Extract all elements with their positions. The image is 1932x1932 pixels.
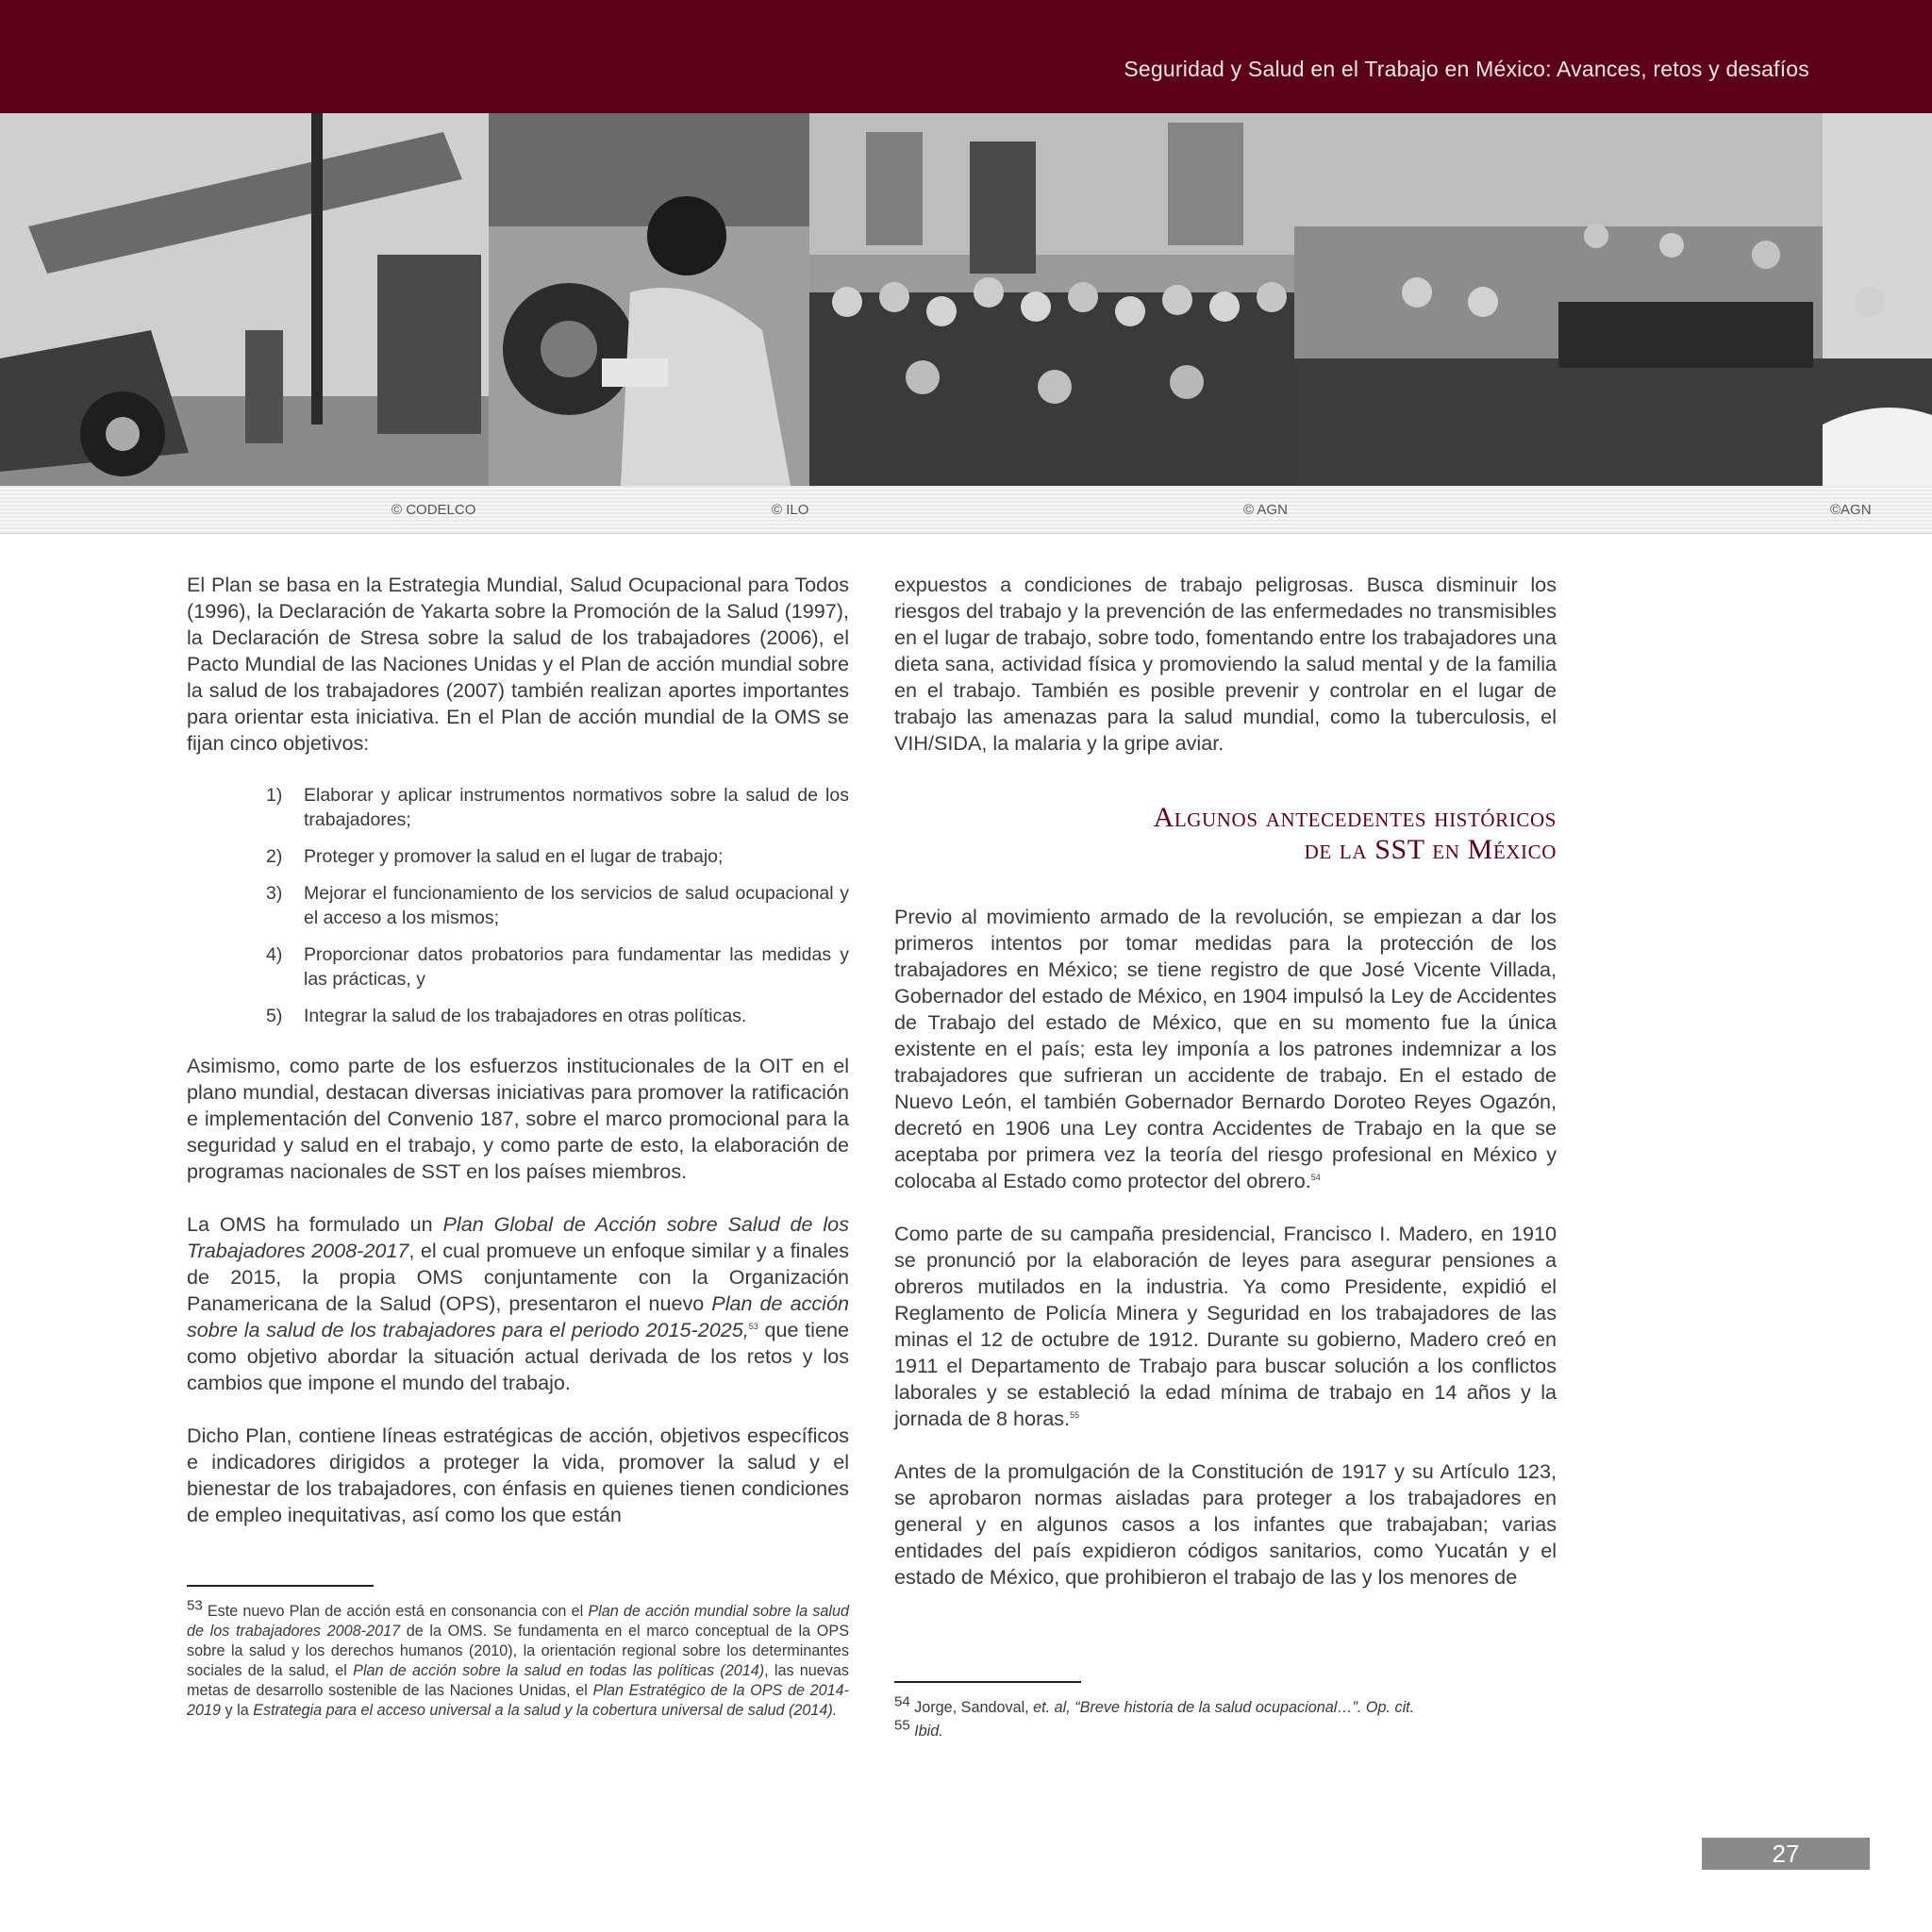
- body-paragraph: [187, 1211, 849, 1396]
- footnote-rule: [894, 1681, 1081, 1683]
- list-item: [266, 942, 849, 991]
- footnote-number: 53: [187, 1597, 203, 1614]
- italic-text: , “Breve historia de la salud ocupacional…”. Op. cit.: [1066, 1698, 1415, 1716]
- footnote-number: 54: [894, 1693, 910, 1710]
- footnote-53: [187, 1597, 849, 1721]
- text-run: , las nuevas metas de desarrollo sostenible de las Naciones Unidas, el: [187, 1661, 849, 1699]
- page-number: 27: [1702, 1838, 1870, 1870]
- text-run: Este nuevo Plan de acción está en consonancia con el: [202, 1602, 589, 1620]
- objectives-list: [187, 783, 849, 1028]
- footnote-55: [894, 1717, 1557, 1741]
- photo-credit: © AGN: [1243, 502, 1288, 518]
- text-run: Jorge, Sandoval,: [909, 1698, 1034, 1716]
- italic-title: Plan de acción mundial sobre la salud de los trabajadores 2008-2017: [187, 1602, 849, 1640]
- section-heading-line: de la SST en México: [1304, 834, 1557, 865]
- text-run: y la: [221, 1701, 254, 1719]
- text-run: Previo al movimiento armado de la revolución, se empiezan a dar los primeros intentos por tomar medidas para la protección de los trabajadores en México; se tiene registro de que José Vicente Villada, Gobernador del estado de México, en 1904 impulsó la Ley de Accidentes de Trabajo del estado de México, que en su momento fue la única existente en el país; esta ley imponía a los patrones indemnizar a los trabajadores que sufrieran un accidente de trabajo. En el estado de Nuevo León, el también Gobernador Bernardo Doroteo Reyes Ogazón, decretó en 1906 una Ley contra Accidentes de Trabajo en la que se aceptaba por primera vez la teoría del riesgo profesional en México y colocaba al Estado como protector del obrero.: [894, 905, 1557, 1192]
- list-text: Integrar la salud de los trabajadores en otras políticas.: [304, 1006, 747, 1026]
- italic-title: Plan de acción sobre la salud de los trabajadores para el periodo 2015-2025,: [187, 1291, 849, 1341]
- photo-credit: ©AGN: [1830, 502, 1872, 518]
- list-item: [266, 1004, 849, 1028]
- italic-text: et. al: [1033, 1698, 1067, 1716]
- text-run: La OMS ha formulado un: [187, 1212, 443, 1236]
- text-run: que tiene como objetivo abordar la situación actual derivada de los retos y los cambios que impone el mundo del trabajo.: [187, 1318, 850, 1394]
- body-paragraph: Antes de la promulgación de la Constitución de 1917 y su Artículo 123, se aprobaron normas aisladas para proteger a los trabajadores en general y en algunos casos a los infantes que trabajaban; varias entidades del país expidieron códigos sanitarios, como Yucatán y el estado de México, que prohibieron el trabajo de las y los menores de: [894, 1459, 1557, 1589]
- italic-title: Estrategia para el acceso universal a la salud y la cobertura universal de salud (2014).: [253, 1701, 838, 1719]
- footnote-number: 55: [894, 1717, 910, 1734]
- section-heading-line: Algunos antecedentes históricos: [1153, 802, 1557, 833]
- left-column: [187, 572, 849, 1555]
- list-text: Proporcionar datos probatorios para fundamentar las medidas y las prácticas, y: [304, 944, 849, 990]
- body-paragraph: [894, 1221, 1557, 1432]
- text-run: Como parte de su campaña presidencial, Francisco I. Madero, en 1910 se pronunció por la elaboración de leyes para asegurar pensiones a obreros mutilados en la industria. Ya como Presidente, expidió el Reglamento de Policía Minera y Seguridad en los trabajadores de las minas el 12 de octubre de 1912. Durante su gobierno, Madero creó en 1911 el Departamento de Trabajo para buscar solución a los conflictos laborales y se estableció la edad mínima de trabajo en 14 años y la jornada de 8 horas.: [894, 1222, 1557, 1430]
- photo-truck-pipe: [0, 113, 489, 486]
- section-heading: [894, 802, 1557, 866]
- list-text: Mejorar el funcionamiento de los servicios de salud ocupacional y el acceso a los mismos;: [304, 883, 849, 928]
- italic-title: Plan Estratégico de la OPS de 2014-2019: [187, 1681, 849, 1719]
- list-text: Proteger y promover la salud en el lugar de trabajo;: [304, 846, 724, 867]
- text-run: , el cual promueve un enfoque similar y a finales de 2015, la propia OMS conjuntamente con la Organización Panamericana de la Salud (OPS), presentaron el nuevo: [187, 1239, 849, 1315]
- list-item: [266, 881, 849, 930]
- body-paragraph: Asimismo, como parte de los esfuerzos institucionales de la OIT en el plano mundial, destacan diversas iniciativas para promover la ratificación e implementación del Convenio 187, sobre el marco promocional para la seguridad y salud en el trabajo, y como parte de esto, la elaboración de programas nacionales de SST en los países miembros.: [187, 1054, 849, 1183]
- body-paragraph: [894, 904, 1557, 1194]
- footnote-rule: [187, 1585, 374, 1587]
- list-text: Elaborar y aplicar instrumentos normativos sobre la salud de los trabajadores;: [304, 785, 849, 830]
- list-number: 1): [266, 785, 283, 806]
- photo-workers-crowd: [809, 113, 1294, 486]
- photo-credit: © ILO: [772, 502, 809, 518]
- list-number: 4): [266, 944, 283, 965]
- list-number: 3): [266, 883, 283, 904]
- footnote-ref-54[interactable]: 54: [1310, 1172, 1321, 1182]
- footnotes-right: [894, 1681, 1557, 1745]
- photo-woman-mechanic: [489, 113, 809, 486]
- footnote-ref-53[interactable]: 53: [748, 1321, 758, 1331]
- header-bar: [0, 0, 1932, 113]
- footnote-54: [894, 1693, 1557, 1718]
- list-item: [266, 783, 849, 832]
- italic-text: Ibid.: [909, 1722, 943, 1740]
- list-number: 2): [266, 846, 283, 867]
- list-item: [266, 844, 849, 869]
- photo-credit: © CODELCO: [391, 502, 476, 518]
- photo-credits-band: [0, 486, 1932, 534]
- photo-factory-workers: [1294, 113, 1932, 486]
- body-paragraph: expuestos a condiciones de trabajo peligrosas. Busca disminuir los riesgos del trabajo y la prevención de las enfermedades no transmisibles en el lugar de trabajo, sobre todo, fomentando entre los trabajadores una dieta sana, actividad física y promoviendo la salud mental y de la familia en el trabajo. También es posible prevenir y controlar en el lugar de trabajo las amenazas para la salud mundial, como la tuberculosis, el VIH/SIDA, la malaria y la gripe aviar.: [894, 573, 1557, 755]
- footnotes-left: [187, 1585, 849, 1724]
- italic-title: Plan Global de Acción sobre Salud de los Trabajadores 2008-2017: [187, 1212, 849, 1262]
- text-run: de la OMS. Se fundamenta en el marco conceptual de la OPS sobre la salud y los derechos humanos (2010), la orientación regional sobre los determinantes sociales de la salud, el: [187, 1622, 849, 1679]
- list-number: 5): [266, 1006, 283, 1026]
- body-paragraph: El Plan se basa en la Estrategia Mundial, Salud Ocupacional para Todos (1996), la Declaración de Yakarta sobre la Promoción de la Salud (1997), la Declaración de Stresa sobre la salud de los trabajadores (2006), el Pacto Mundial de las Naciones Unidas y el Plan de acción mundial sobre la salud de los trabajadores (2007) también realizan aportes importantes para orientar esta iniciativa. En el Plan de acción mundial de la OMS se fijan cinco objetivos:: [187, 573, 849, 755]
- footnote-ref-55[interactable]: 55: [1070, 1409, 1080, 1420]
- running-header-title: Seguridad y Salud en el Trabajo en México: Avances, retos y desafíos: [1124, 57, 1809, 81]
- right-column: [894, 572, 1557, 1617]
- photo-strip: [0, 113, 1932, 486]
- italic-title: Plan de acción sobre la salud en todas las políticas (2014): [353, 1661, 765, 1679]
- body-paragraph: Dicho Plan, contiene líneas estratégicas de acción, objetivos específicos e indicadores dirigidos a proteger la vida, promover la salud y el bienestar de los trabajadores, con énfasis en quienes tienen condiciones de empleo inequitativas, así como los que están: [187, 1424, 849, 1526]
